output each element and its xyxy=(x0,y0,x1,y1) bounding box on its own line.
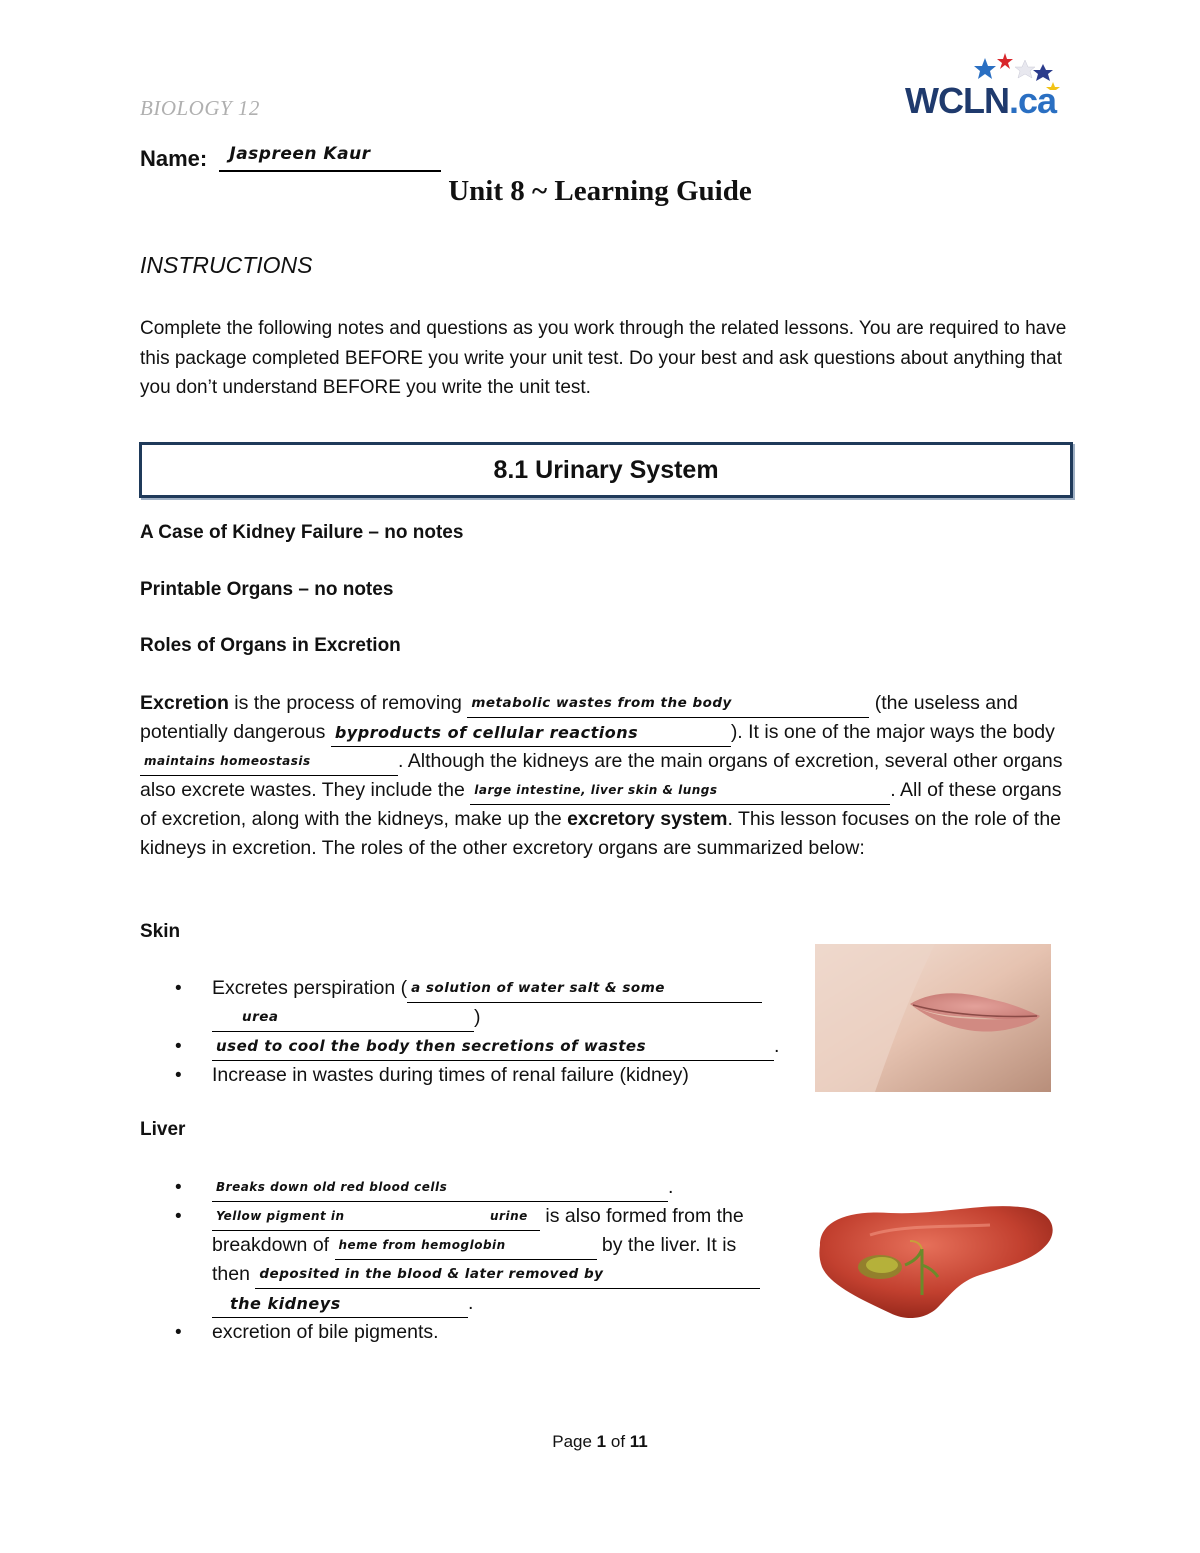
subheading-kidney-failure: A Case of Kidney Failure – no notes xyxy=(140,522,464,543)
excretion-paragraph xyxy=(140,689,1070,863)
text: (the useless and potentially dangerous xyxy=(140,692,1018,743)
logo-text: WCLN xyxy=(905,80,1009,121)
list-item: • Increase in wastes during times of renal failure (kidney) xyxy=(175,1061,785,1090)
section-title-box xyxy=(139,442,1073,498)
text: . Although the kidneys are the main organs of excretion, several other organs also excrete wastes. They include the xyxy=(140,750,1063,801)
name-label: Name: xyxy=(140,146,208,171)
liver-list xyxy=(175,1173,775,1347)
text: is also formed from the breakdown of xyxy=(212,1205,744,1256)
footer-of-label: of xyxy=(606,1432,630,1451)
handwritten-answer: heme from hemoglobin xyxy=(338,1238,506,1252)
list-item-continued xyxy=(175,1003,785,1032)
text: . xyxy=(668,1176,674,1198)
page-footer xyxy=(0,1432,1200,1452)
answer-blank[interactable] xyxy=(212,1009,474,1032)
handwritten-answer: • Yellow pigment in xyxy=(216,1209,345,1223)
subheading-skin: Skin xyxy=(140,921,181,942)
list-item xyxy=(175,1202,772,1318)
wcln-logo xyxy=(905,50,1065,122)
handwritten-answer: byproducts of cellular reactions xyxy=(334,723,639,742)
text: . All of these organs of excretion, along with the kidneys, make up the xyxy=(140,779,1062,830)
answer-blank[interactable] xyxy=(212,1295,468,1318)
text: ) xyxy=(474,1006,481,1028)
text: . xyxy=(774,1035,780,1057)
handwritten-answer: deposited in the blood & later removed by xyxy=(259,1266,604,1282)
answer-blank[interactable] xyxy=(331,724,731,747)
subheading-liver: Liver xyxy=(140,1119,186,1140)
handwritten-answer: • used to cool the body then secretions of wastes xyxy=(216,1037,646,1055)
answer-blank[interactable] xyxy=(470,782,890,805)
text: ). It is one of the major ways the body xyxy=(730,721,1055,743)
text: . This lesson focuses on the role of the kidneys in excretion. The roles of the other excretory organs are summarized below: xyxy=(140,808,1062,859)
handwritten-answer: urea xyxy=(242,1009,279,1025)
name-row xyxy=(140,146,441,172)
name-field[interactable] xyxy=(219,146,441,172)
liver-illustration xyxy=(810,1195,1060,1325)
list-item xyxy=(175,974,785,1003)
handwritten-answer: metabolic wastes from the body xyxy=(471,695,732,711)
handwritten-answer: maintains homeostasis xyxy=(144,754,311,768)
list-item xyxy=(175,1173,775,1202)
term-excretory-system: excretory system xyxy=(567,808,728,830)
course-header: BIOLOGY 12 xyxy=(140,96,260,120)
lips-photo xyxy=(815,944,1051,1092)
answer-blank[interactable] xyxy=(255,1266,760,1289)
handwritten-answer: the kidneys xyxy=(230,1294,341,1313)
answer-blank[interactable] xyxy=(407,980,762,1003)
skin-list xyxy=(175,974,785,1090)
handwritten-answer: urine xyxy=(490,1209,528,1223)
instructions-body: Complete the following notes and questions as you work through the related lessons. You are required to have this package completed BEFORE you write your unit test. Do your best and ask questions about anything that you don’t understand BEFORE you write the unit test. xyxy=(140,318,1067,398)
answer-blank[interactable] xyxy=(212,1208,540,1231)
list-item: • excretion of bile pigments. xyxy=(175,1318,775,1347)
instructions-heading: INSTRUCTIONS xyxy=(140,252,313,278)
term-excretion: Excretion xyxy=(140,692,229,714)
answer-blank[interactable] xyxy=(140,753,398,776)
handwritten-answer: a solution of water salt & some xyxy=(411,980,665,996)
footer-page-label: Page xyxy=(552,1432,597,1451)
page-title: Unit 8 ~ Learning Guide xyxy=(448,175,752,207)
text: by the liver. It is then xyxy=(212,1234,737,1285)
handwritten-answer: large intestine, liver skin & lungs xyxy=(474,783,718,797)
name-value: Jaspreen Kaur xyxy=(229,144,371,164)
subheading-roles: Roles of Organs in Excretion xyxy=(140,635,401,656)
list-item xyxy=(175,1032,785,1061)
footer-page-total: 11 xyxy=(629,1432,648,1451)
handwritten-answer: • Breaks down old red blood cells xyxy=(216,1180,448,1194)
logo-suffix: .ca xyxy=(1008,80,1057,121)
subheading-printable-organs: Printable Organs – no notes xyxy=(140,579,394,600)
text: . xyxy=(468,1292,474,1314)
section-title: 8.1 Urinary System xyxy=(493,455,719,484)
footer-page-number: 1 xyxy=(596,1432,607,1451)
text: Excretes perspiration ( xyxy=(212,977,408,999)
answer-blank[interactable] xyxy=(212,1179,668,1202)
answer-blank[interactable] xyxy=(335,1237,597,1260)
text: is the process of removing xyxy=(228,692,468,714)
answer-blank[interactable] xyxy=(467,695,869,718)
answer-blank[interactable] xyxy=(212,1038,774,1061)
